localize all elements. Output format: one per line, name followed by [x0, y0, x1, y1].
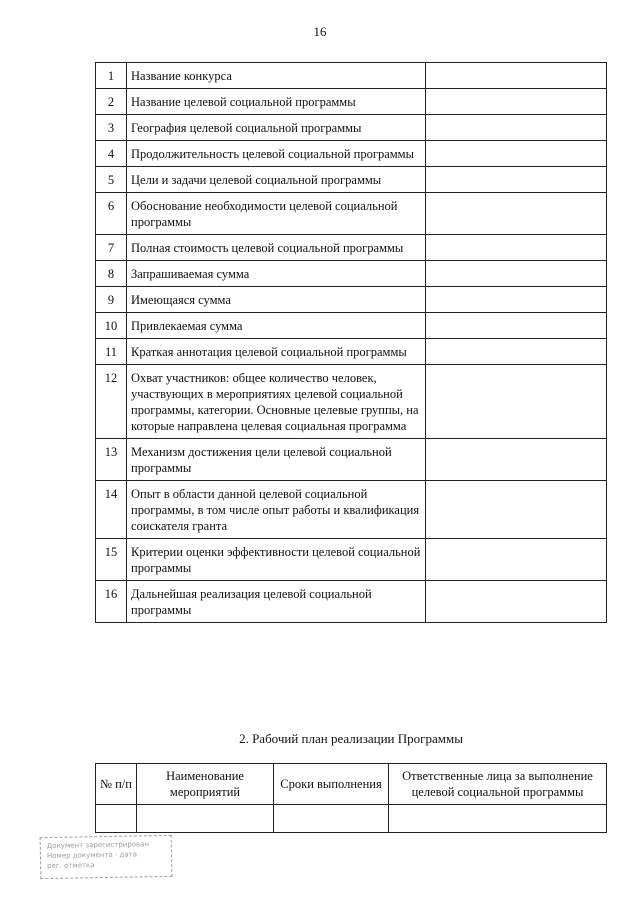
row-label: Цели и задачи целевой социальной программы [127, 167, 426, 193]
row-value-cell [426, 313, 607, 339]
stamp-line: рег. отметка [47, 861, 95, 871]
row-value-cell [426, 193, 607, 235]
stamp-line: Документ зарегистрирован [46, 840, 150, 851]
row-label: Механизм достижения цели целевой социальной программы [127, 439, 426, 481]
table-row [96, 805, 607, 833]
row-value-cell [426, 365, 607, 439]
row-number: 6 [96, 193, 127, 235]
row-number: 8 [96, 261, 127, 287]
column-header-activities: Наименование мероприятий [137, 764, 274, 805]
row-label: Краткая аннотация целевой социальной программы [127, 339, 426, 365]
row-value-cell [426, 261, 607, 287]
row-value-cell [426, 167, 607, 193]
table-cell [96, 805, 137, 833]
row-label: Критерии оценки эффективности целевой социальной программы [127, 539, 426, 581]
row-number: 15 [96, 539, 127, 581]
work-plan-table [95, 763, 607, 833]
row-label: Привлекаемая сумма [127, 313, 426, 339]
column-header-number: № п/п [96, 764, 137, 805]
row-value-cell [426, 115, 607, 141]
row-number: 16 [96, 581, 127, 623]
row-label: Опыт в области данной целевой социальной программы, в том числе опыт работы и квалификация соискателя гранта [127, 481, 426, 539]
row-value-cell [426, 235, 607, 261]
row-number: 4 [96, 141, 127, 167]
row-label: Полная стоимость целевой социальной программы [127, 235, 426, 261]
row-number: 9 [96, 287, 127, 313]
table-cell [137, 805, 274, 833]
section-heading: 2. Рабочий план реализации Программы [239, 731, 463, 746]
column-header-deadlines: Сроки выполнения [274, 764, 389, 805]
row-label: Дальнейшая реализация целевой социальной программы [127, 581, 426, 623]
row-label: Запрашиваемая сумма [127, 261, 426, 287]
row-number: 2 [96, 89, 127, 115]
registration-stamp [40, 835, 173, 879]
row-number: 13 [96, 439, 127, 481]
table-row [96, 167, 607, 193]
table-row [96, 141, 607, 167]
row-number: 7 [96, 235, 127, 261]
table-row [96, 235, 607, 261]
table-row [96, 115, 607, 141]
table-row [96, 481, 607, 539]
row-value-cell [426, 339, 607, 365]
table-row [96, 261, 607, 287]
row-label: Имеющаяся сумма [127, 287, 426, 313]
column-header-responsible: Ответственные лица за выполнение целевой социальной программы [389, 764, 607, 805]
table-row [96, 581, 607, 623]
row-label: Название целевой социальной программы [127, 89, 426, 115]
table-row [96, 63, 607, 89]
table-row [96, 287, 607, 313]
row-label: Обоснование необходимости целевой социальной программы [127, 193, 426, 235]
row-label: География целевой социальной программы [127, 115, 426, 141]
table-row [96, 539, 607, 581]
table-row [96, 439, 607, 481]
row-value-cell [426, 89, 607, 115]
program-info-table [95, 62, 607, 623]
table-row [96, 313, 607, 339]
table-row [96, 339, 607, 365]
row-number: 12 [96, 365, 127, 439]
row-number: 11 [96, 339, 127, 365]
table-header-row [96, 764, 607, 805]
row-number: 3 [96, 115, 127, 141]
row-number: 10 [96, 313, 127, 339]
table-row [96, 365, 607, 439]
table-cell [389, 805, 607, 833]
table-row [96, 193, 607, 235]
row-number: 1 [96, 63, 127, 89]
page-number: 16 [313, 24, 327, 39]
row-value-cell [426, 141, 607, 167]
row-value-cell [426, 481, 607, 539]
row-label: Название конкурса [127, 63, 426, 89]
table-row [96, 89, 607, 115]
table-cell [274, 805, 389, 833]
row-number: 5 [96, 167, 127, 193]
row-value-cell [426, 63, 607, 89]
row-number: 14 [96, 481, 127, 539]
row-value-cell [426, 581, 607, 623]
row-label: Продолжительность целевой социальной программы [127, 141, 426, 167]
row-value-cell [426, 287, 607, 313]
row-value-cell [426, 539, 607, 581]
row-value-cell [426, 439, 607, 481]
row-label: Охват участников: общее количество человек, участвующих в мероприятиях целевой социальной программы, категории. Основные целевые группы, на которые направлена целевая социальная программа [127, 365, 426, 439]
stamp-line: Номер документа · дата [46, 850, 138, 861]
